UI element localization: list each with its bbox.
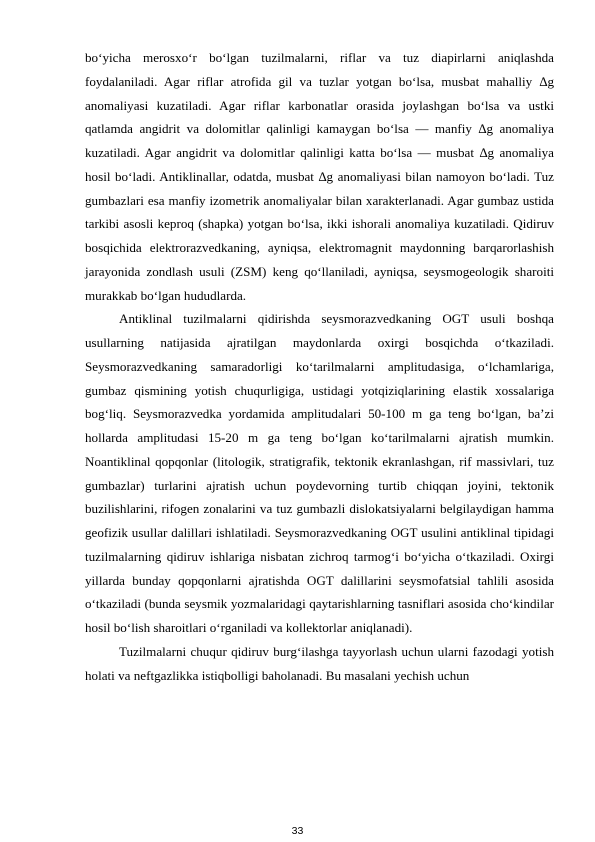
page-body bbox=[85, 46, 554, 687]
paragraph-continuation: bo‘yicha merosxo‘r bo‘lgan tuzilmalarni, riflar va tuz diapirlarni aniqlashda foydalaniladi. Agar riflar atrofida gil va tuzlar yotgan bo‘lsa, musbat mahalliy ∆g anomaliyasi kuzatiladi. Agar riflar karbonatlar orasida joylashgan bo‘lsa va ustki qatlamda angidrit va dolomitlar qalinligi kamaygan bo‘lsa — manfiy ∆g anomaliya kuzatiladi. Agar angidrit va dolomitlar qalinligi katta bo‘lsa — musbat ∆g anomaliya hosil bo‘ladi. Antiklinallar, odatda, musbat ∆g anomaliyasi bilan namoyon bo‘ladi. Tuz gumbazlari esa manfiy izometrik anomaliyalar bilan xarakterlanadi. Agar gumbaz ustida tarkibi asosli keproq (shapka) yotgan bo‘lsa, ikki ishorali anomaliya kuzatiladi. Qidiruv bosqichida elektrorazvedkaning, ayniqsa, elektromagnit maydonning barqarorlashish jarayonida zondlash usuli (ZSM) keng qo‘llaniladi, ayniqsa, seysmogeologik sharoiti murakkab bo‘lgan hududlarda. bbox=[85, 50, 554, 303]
page-number: 33 bbox=[291, 825, 304, 837]
paragraph-antiklinal: Antiklinal tuzilmalarni qidirishda seysmorazvedkaning OGT usuli boshqa usullarning natijasida ajratilgan maydonlarda oxirgi bosqichda o‘tkaziladi. Seysmorazvedkaning samaradorligi ko‘tarilmalarni amplitudasiga, o‘lchamlariga, gumbaz qismining yotish chuqurligiga, ustidagi yotqiziqlarining elastik xossalariga bog‘liq. Seysmorazvedka yordamida amplitudalari 50-100 m ga teng bo‘lgan, ba’zi hollarda amplitudasi 15-20 m ga teng bo‘lgan ko‘tarilmalarni ajratish mumkin. Noantiklinal qopqonlar (litologik, stratigrafik, tektonik ekranlashgan, rif massivlari, tuz gumbazlar) turlarini ajratish uchun poydevorning turtib chiqqan joyini, tektonik buzilishlarini, rifogen zonalarini va tuz gumbazli dislokatsiyalarni belgilaydigan hamma geofizik usullar dalillari ishlatiladi. Seysmorazvedkaning OGT usulini antiklinal tipidagi tuzilmalarning qidiruv ishlariga nisbatan zichroq tarmog‘i bo‘yicha o‘tkaziladi. Oxirgi yillarda bunday qopqonlarni ajratishda OGT dalillarini seysmofatsial tahlili asosida o‘tkaziladi (bunda seysmik yozmalaridagi qaytarishlarning tasniflari asosida cho‘kindilar hosil bo‘lish sharoitlari o‘rganiladi va kollektorlar aniqlanadi). bbox=[85, 311, 554, 635]
paragraph-tuzilmalarni: Tuzilmalarni chuqur qidiruv burg‘ilashga tayyorlash uchun ularni fazodagi yotish holati va neftgazlikka istiqbolligi baholanadi. Bu masalani yechish uchun bbox=[85, 643, 554, 683]
